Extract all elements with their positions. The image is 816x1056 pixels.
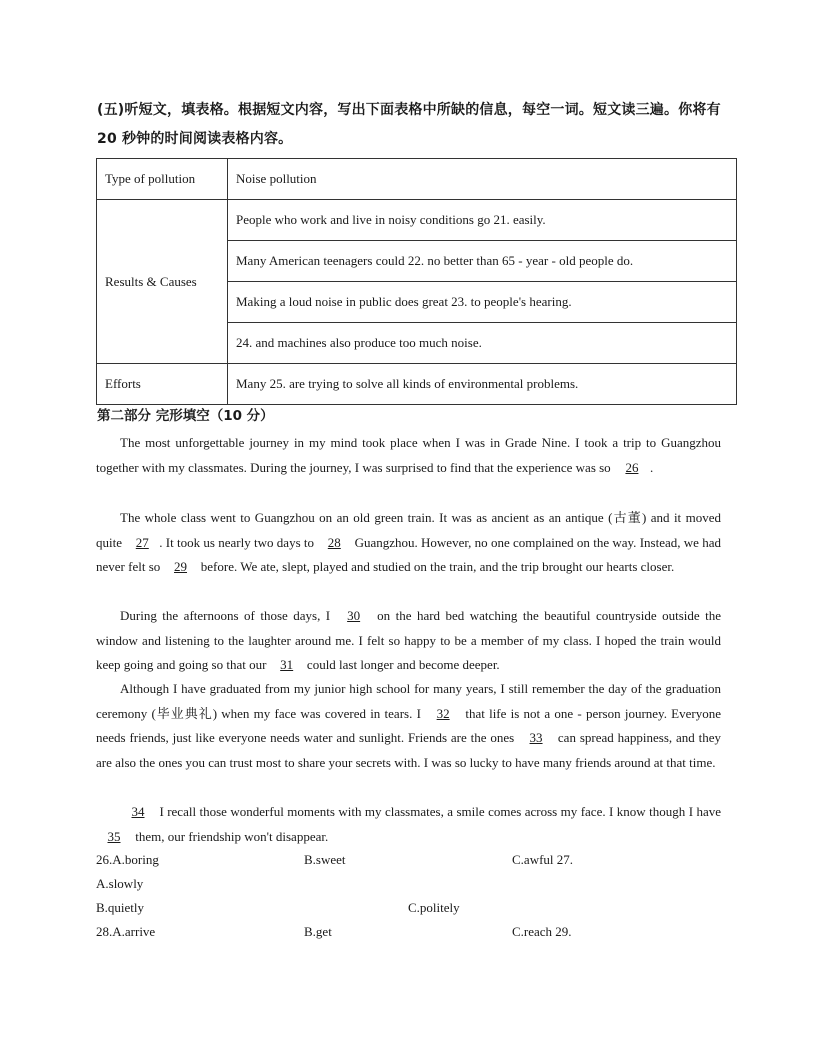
option-26-c: C.awful 27. xyxy=(512,852,574,867)
result-row-22: Many American teenagers could 22. no better than 65 - year - old people do. xyxy=(228,241,737,282)
option-26-a: 26.A.boring xyxy=(96,852,159,867)
blank-30: 30 xyxy=(347,608,361,623)
option-27-c: C.politely xyxy=(408,900,460,915)
passage-paragraph-4: Although I have graduated from my junior high school for many years, I still remember the day of the graduation ceremony (毕业典礼) when my face was covered in tears. I 32 that life is not a one - person journey. Everyone needs friends, just like everyone needs water and sunlight. Friends are the ones 33 can spread happiness, and they are also the ones you can trust most to share your secrets with. I was so lucky to have many friends around at that time. xyxy=(96,681,722,770)
result-row-23: Making a loud noise in public does great 23. to people's hearing. xyxy=(228,282,737,323)
passage-paragraph-1: The most unforgettable journey in my mind took place when I was in Grade Nine. I took a trip to Guangzhou together with my classmates. During the journey, I was surprised to find that the experience was so 26 . xyxy=(96,431,721,480)
blank-29: 29 xyxy=(174,559,188,574)
option-28-a: 28.A.arrive xyxy=(96,924,156,939)
pollution-table xyxy=(96,158,737,405)
blank-27: 27 xyxy=(135,534,149,550)
result-row-24: 24. and machines also produce too much noise. xyxy=(228,323,737,364)
results-label-cell: Results & Causes xyxy=(97,200,228,364)
efforts-value-cell: Many 25. are trying to solve all kinds of environmental problems. xyxy=(228,364,737,405)
listening-instruction: (五)听短文，填表格。根据短文内容，写出下面表格中所缺的信息，每空一词。短文读三遍。你将有 20 秒钟的时间阅读表格内容。 xyxy=(97,102,721,147)
blank-26: 26 xyxy=(625,459,639,475)
blank-32: 32 xyxy=(436,705,450,721)
passage-paragraph-5: 34 I recall those wonderful moments with my classmates, a smile comes across my face. I know though I have 35 them, our friendship won't disappear. xyxy=(96,800,721,849)
efforts-label-cell: Efforts xyxy=(97,364,228,405)
passage-paragraph-3: During the afternoons of those days, I 30 on the hard bed watching the beautiful countryside outside the window and listening to the laughter around me. I felt so happy to be a member of my class. I hoped the train would keep going and going so that our 31 could last longer and become deeper. xyxy=(96,604,721,678)
type-label-cell: Type of pollution xyxy=(97,159,228,200)
type-value-cell: Noise pollution xyxy=(228,159,737,200)
blank-31: 31 xyxy=(280,657,294,672)
blank-35: 35 xyxy=(107,828,121,844)
option-27-b: B.quietly xyxy=(96,900,145,915)
result-row-21: People who work and live in noisy conditions go 21. easily. xyxy=(228,200,737,241)
option-26-b: B.sweet xyxy=(304,852,346,867)
section-title: 第二部分 完形填空（10 分） xyxy=(97,408,274,424)
blank-28: 28 xyxy=(327,534,341,550)
option-28-c: C.reach 29. xyxy=(512,924,572,939)
option-28-b: B.get xyxy=(304,924,332,939)
blank-33: 33 xyxy=(529,730,543,745)
blank-34: 34 xyxy=(131,804,145,819)
option-27-a: A.slowly xyxy=(96,876,144,891)
passage-paragraph-2: The whole class went to Guangzhou on an old green train. It was as ancient as an antique (古董) and it moved quite 27 . It took us nearly two days to 28 Guangzhou. However, no one complained on the way. Instead, we had never felt so 29 before. We ate, slept, played and studied on the train, and the trip brought our hearts closer. xyxy=(96,506,721,580)
